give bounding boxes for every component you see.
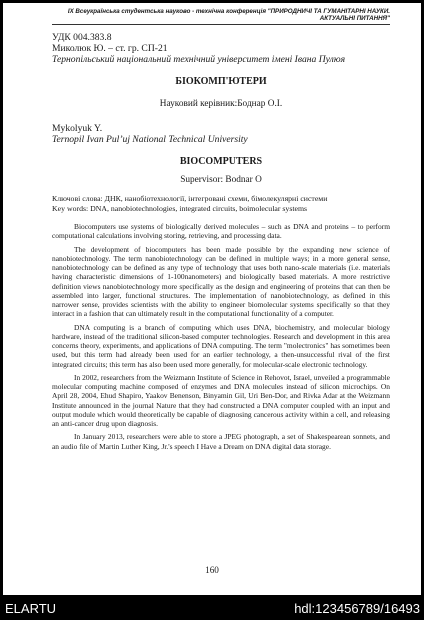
paragraph-5: In January 2013, researchers were able to store a JPEG photograph, a set of Shakespearean sonnets, and an audio file of Martin Luther King, Jr.'s speech I Have a Dream on DNA digital data storage. xyxy=(52,432,390,451)
paragraph-4: In 2002, researchers from the Weizmann Institute of Science in Rehovot, Israel, unveiled a programmable molecular computing machine composed of enzymes and DNA molecules instead of silicon microchips. On April 28, 2004, Ehud Shapiro, Yaakov Benenson, Binyamin Gil, Uri Ben-Dor, and Rivka Adar at the Weizmann Institute announced in the journal Nature that they had constructed a DNA computer coupled with an input and output module which would theoretically be capable of diagnosing cancerous activity within a cell, and releasing an anti-cancer drug upon diagnosis. xyxy=(52,372,390,429)
university-en: Ternopil Ivan Pul’uj National Technical University xyxy=(52,134,248,146)
page-number: 160 xyxy=(205,565,219,575)
page-content xyxy=(52,8,390,451)
university-ua: Тернопільський національний технічний університет імені Івана Пулюя xyxy=(52,54,346,66)
supervisor-en: Supervisor: Bodnar O xyxy=(180,175,262,186)
conference-header xyxy=(52,8,390,25)
paragraph-1: Biocomputers use systems of biologically derived molecules – such as DNA and proteins – to perform computational calculations involving storing, retrieving, and processing data. xyxy=(52,222,390,241)
body-text xyxy=(52,222,390,451)
title-en: BIOCOMPUTERS xyxy=(179,156,263,168)
conference-line-1: IX Всеукраїнська студентська науково - технічна конференція "ПРИРОДНИЧІ ТА ГУМАНІТАРНІ НАУКИ. xyxy=(67,8,390,15)
footer-handle-link[interactable]: hdl:123456789/16493 xyxy=(294,601,420,616)
paragraph-2: The development of biocomputers has been made possible by the expanding new science of nanobiotechnology. The term nanobiotechnology can be defined in multiple ways; in a more general sense, nanobiotechnology can be defined as any type of technology that uses both nano-scale materials (i.e. materials having characteristic dimensions of 1-100nanometers) and biologically based materials. A more restrictive definition views nanobiotechnology more specifically as the design and engineering of proteins that can then be assembled into larger, functional structures. The implementation of nanobiotechnology, as defined in this narrower sense, provides scientists with the ability to engineer biomolecular systems specifically so that they interact in a fashion that can ultimately result in the computational functionality of a computer. xyxy=(52,244,390,319)
footer-repository-link[interactable]: ELARTU xyxy=(5,601,57,616)
udk-code: УДК 004.383.8 xyxy=(52,32,112,44)
author-ua: Миколюк Ю. – ст. гр. СП-21 xyxy=(52,43,168,55)
document-page xyxy=(3,3,421,595)
footer-bar xyxy=(0,597,424,620)
supervisor-ua: Науковий керівник:Боднар О.І. xyxy=(159,99,283,110)
author-en: Mykolyuk Y. xyxy=(52,123,103,135)
conference-line-2: АКТУАЛЬНІ ПИТАННЯ" xyxy=(319,15,390,23)
paragraph-3: DNA computing is a branch of computing which uses DNA, biochemistry, and molecular biology hardware, instead of the traditional silicon-based computer technologies. Research and development in this area concerns theory, experiments, and applications of DNA computing. The term "molectronics" has sometimes been used, but this term had already been used for an earlier technology, a then-unsuccessful rival of the first integrated circuits; this term has also been used more generally, for molecular-scale electronic technology. xyxy=(52,322,390,369)
title-ua: БІОКОМП'ЮТЕРИ xyxy=(175,76,267,88)
keywords-ua: Ключові слова: ДНК, нанобіотехнології, інтегровані схеми, бімолекулярні системи xyxy=(52,194,328,204)
keywords-en: Key words: DNA, nanobiotechnologies, integrated circuits, boimolecular systems xyxy=(52,203,308,213)
